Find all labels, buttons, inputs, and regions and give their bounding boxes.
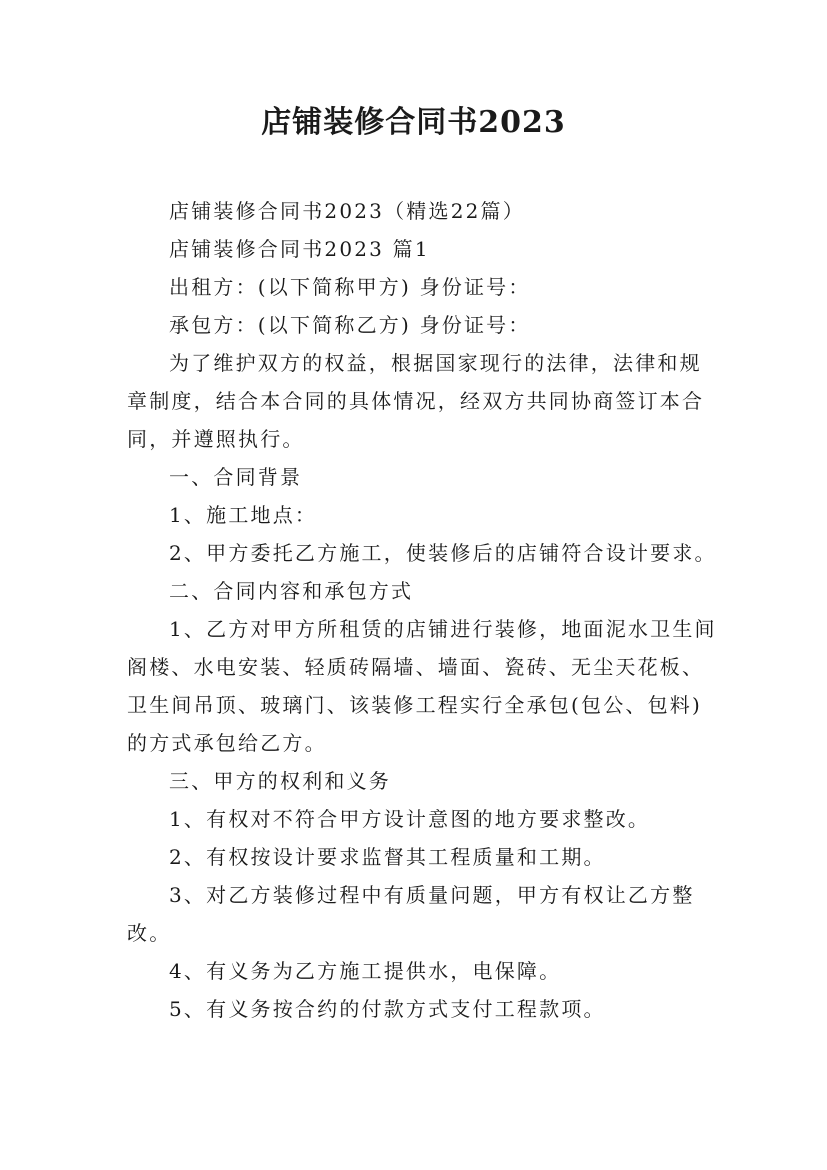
paragraph-right-3: 3、对乙方装修过程中有质量问题，甲方有权让乙方整改。: [127, 883, 695, 945]
paragraph-section-heading: 店铺装修合同书2023 篇1: [169, 237, 430, 261]
paragraph-right-5: 5、有义务按合约的付款方式支付工程款项。: [169, 997, 606, 1021]
document-body: [127, 192, 717, 1028]
paragraph-lessor: 出租方：(以下简称甲方) 身份证号：: [169, 275, 531, 299]
paragraph-commission: 2、甲方委托乙方施工，使装修后的店铺符合设计要求。: [169, 541, 717, 565]
paragraph-right-1: 1、有权对不符合甲方设计意图的地方要求整改。: [169, 807, 651, 831]
paragraph-scope: 1、乙方对甲方所租赁的店铺进行装修，地面泥水卫生间阁楼、水电安装、轻质砖隔墙、墙面、瓷砖、无尘天花板、卫生间吊顶、玻璃门、该装修工程实行全承包(包公、包料)的方式承包给乙方。: [127, 617, 717, 755]
paragraph-preamble: 为了维护双方的权益，根据国家现行的法律，法律和规章制度，结合本合同的具体情况，经双方共同协商签订本合同，并遵照执行。: [127, 351, 705, 451]
heading-contract-content: 二、合同内容和承包方式: [169, 579, 414, 603]
paragraph-subtitle: 店铺装修合同书2023（精选22篇）: [169, 199, 525, 223]
paragraph-right-2: 2、有权按设计要求监督其工程质量和工期。: [169, 845, 606, 869]
paragraph-site: 1、施工地点：: [169, 503, 318, 527]
paragraph-right-4: 4、有义务为乙方施工提供水，电保障。: [169, 959, 562, 983]
heading-party-a-rights: 三、甲方的权利和义务: [169, 769, 391, 793]
heading-contract-background: 一、合同背景: [169, 465, 303, 489]
document-title: 店铺装修合同书2023: [261, 105, 566, 140]
paragraph-contractor: 承包方：(以下简称乙方) 身份证号：: [169, 313, 531, 337]
